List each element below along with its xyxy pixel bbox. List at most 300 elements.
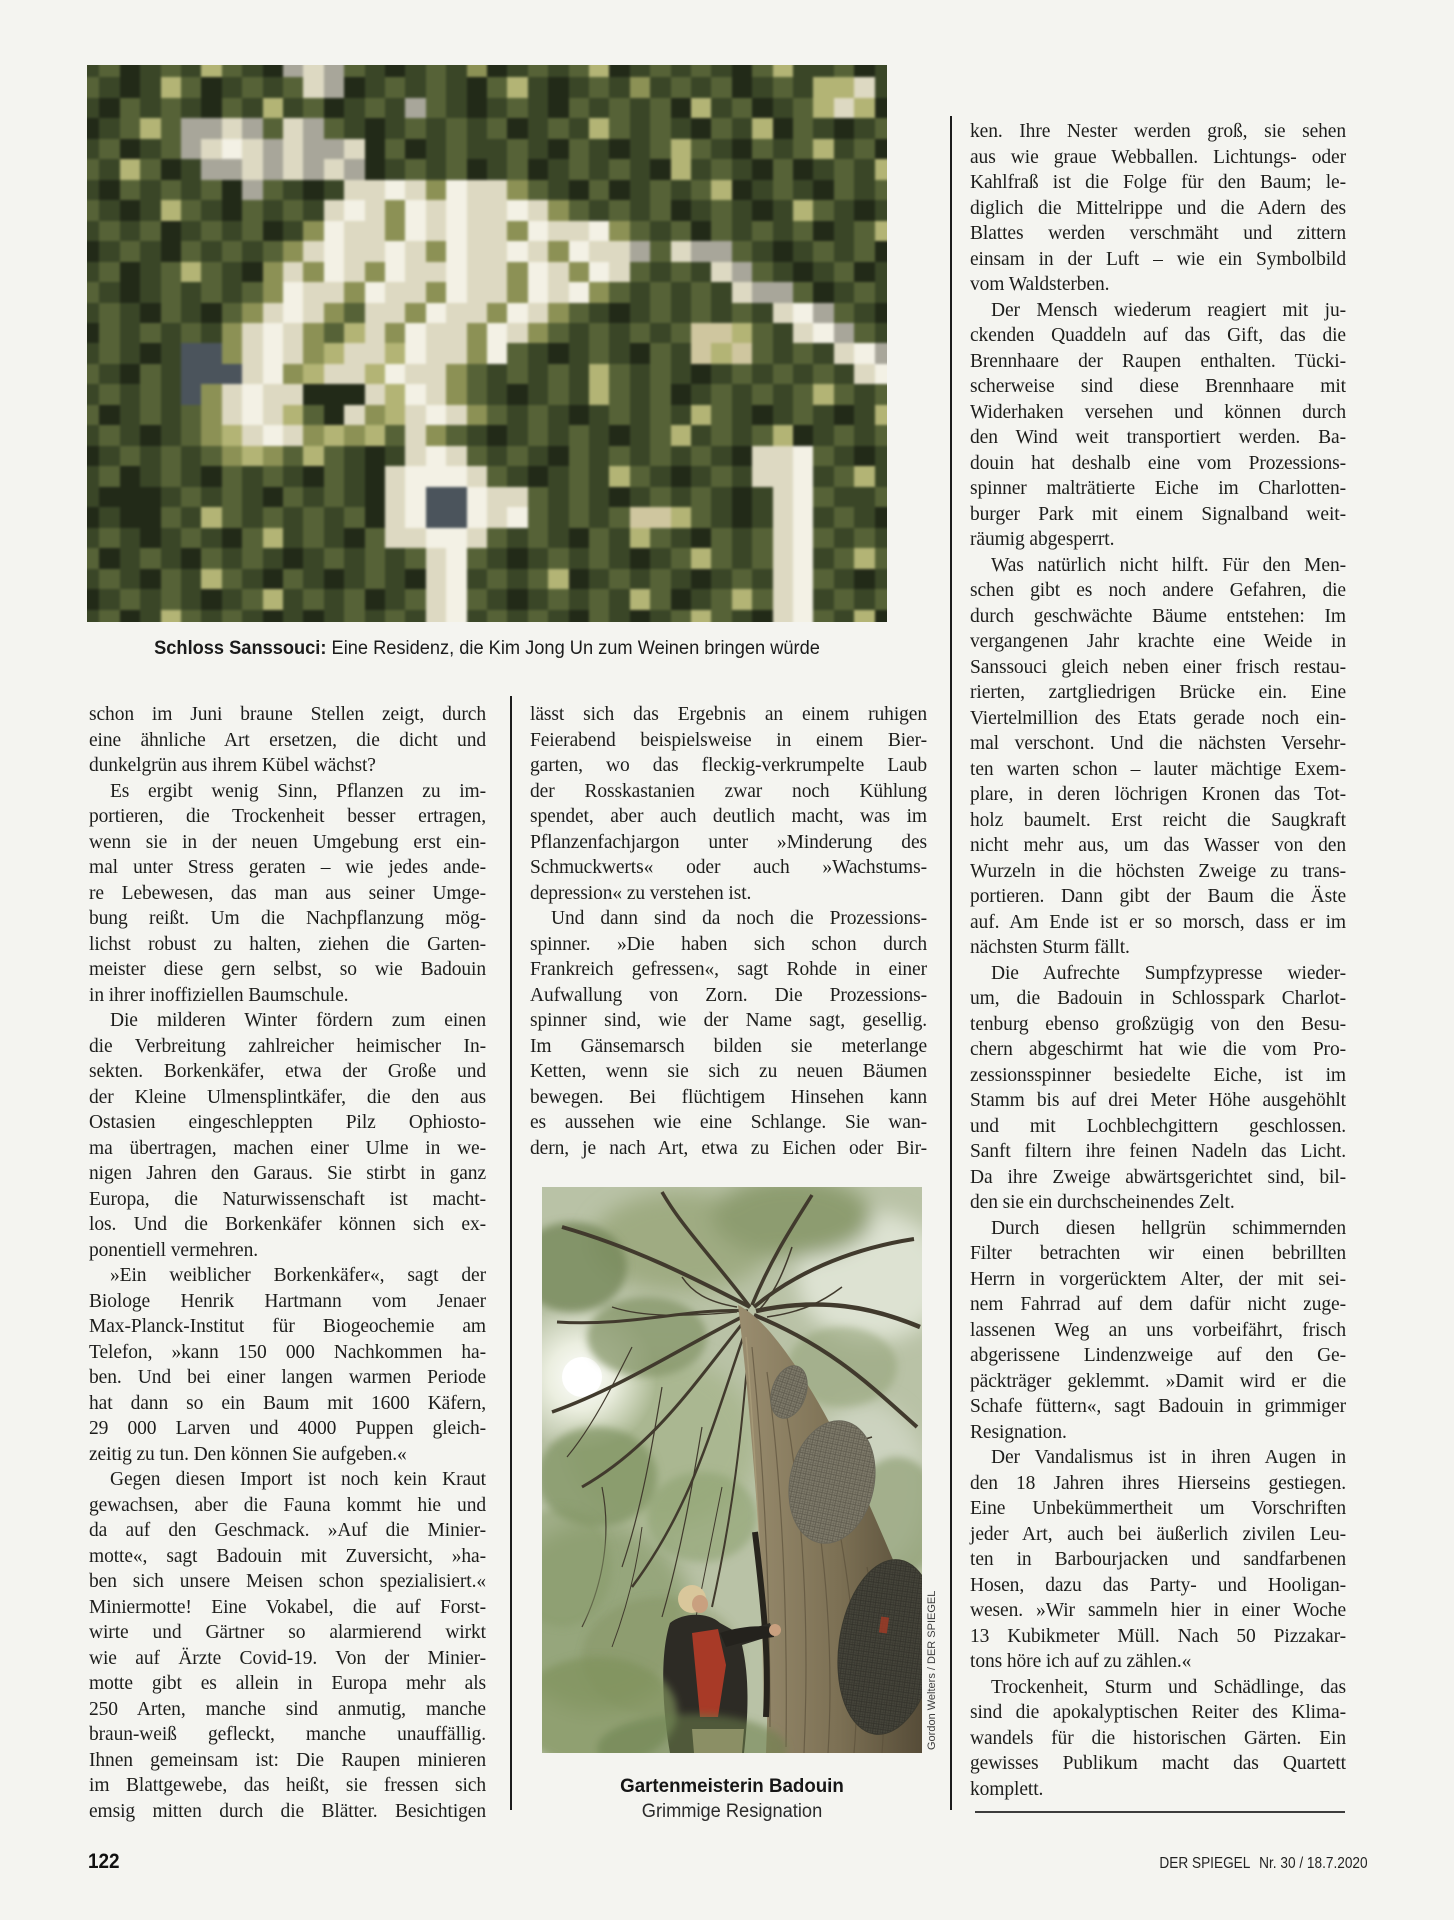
text-line: portieren, die Trockenheit besser ertragen,: [89, 806, 486, 827]
mosaic-cell: [711, 405, 731, 425]
mosaic-cell: [650, 221, 670, 241]
text-line: Und dann sind da noch die Prozessions-: [551, 908, 927, 929]
mosaic-cell: [426, 384, 446, 404]
mosaic-cell: [324, 589, 344, 609]
mosaic-cell: [854, 364, 874, 384]
mosaic-cell: [181, 384, 201, 404]
mosaic-cell: [711, 487, 731, 507]
mosaic-cell: [793, 139, 813, 159]
mosaic-cell: [426, 118, 446, 138]
mosaic-cell: [303, 65, 323, 77]
mosaic-cell: [446, 77, 466, 97]
mosaic-cell: [161, 221, 181, 241]
mosaic-cell: [793, 159, 813, 179]
mosaic-cell: [99, 405, 119, 425]
mosaic-cell: [773, 159, 793, 179]
mosaic-cell: [467, 364, 487, 384]
mosaic-cell: [854, 569, 874, 589]
mosaic-cell: [324, 384, 344, 404]
mosaic-cell: [140, 548, 160, 568]
mosaic-cell: [365, 200, 385, 220]
mosaic-cell: [752, 200, 772, 220]
mosaic-cell: [344, 487, 364, 507]
mosaic-cell: [426, 610, 446, 622]
text-line: Filter betrachten wir einen bebrillten: [970, 1243, 1346, 1264]
mosaic-cell: [181, 262, 201, 282]
mosaic-cell: [405, 139, 425, 159]
mosaic-cell: [303, 241, 323, 261]
mosaic-cell: [854, 200, 874, 220]
footer-magazine-name: DER SPIEGEL: [1159, 1855, 1251, 1872]
mosaic-cell: [875, 65, 887, 77]
mosaic-cell: [303, 221, 323, 241]
mosaic-cell: [385, 569, 405, 589]
mosaic-cell: [630, 77, 650, 97]
mosaic-cell: [303, 180, 323, 200]
mosaic-cell: [752, 548, 772, 568]
mosaic-cell: [671, 528, 691, 548]
mosaic-cell: [589, 159, 609, 179]
mosaic-cell: [528, 221, 548, 241]
mosaic-cell: [691, 507, 711, 527]
mosaic-cell: [773, 303, 793, 323]
mosaic-cell: [609, 241, 629, 261]
mosaic-cell: [467, 487, 487, 507]
text-line: burger Park mit einem Signalband weit-: [970, 503, 1346, 525]
text-line: Viertelmillion des Etats gerade noch ein-: [970, 707, 1346, 729]
text-line: Frankreich gefressen«, sagt Rohde in einer: [530, 959, 927, 980]
mosaic-cell: [630, 384, 650, 404]
mosaic-cell: [426, 507, 446, 527]
mosaic-cell: [691, 610, 711, 622]
mosaic-cell: [344, 384, 364, 404]
text-line: die Verbreitung zahlreicher heimischer In-: [89, 1035, 486, 1057]
mosaic-cell: [813, 241, 833, 261]
mosaic-cell: [875, 507, 887, 527]
mosaic-cell: [813, 200, 833, 220]
mosaic-cell: [507, 569, 527, 589]
mosaic-cell: [630, 569, 650, 589]
mosaic-cell: [283, 180, 303, 200]
mosaic-cell: [854, 98, 874, 118]
mosaic-cell: [365, 118, 385, 138]
mosaic-cell: [385, 425, 405, 445]
mosaic-cell: [385, 77, 405, 97]
text-line: ken. Ihre Nester werden groß, sie sehen: [970, 121, 1346, 142]
text-line: emsig mitten durch die Blätter. Besichtigen: [89, 1800, 486, 1822]
mosaic-cell: [630, 425, 650, 445]
mosaic-cell: [487, 487, 507, 507]
text-line: Schmuckwerts« oder auch »Wachstums-: [530, 857, 927, 878]
mosaic-cell: [691, 528, 711, 548]
mosaic-cell: [732, 384, 752, 404]
mosaic-cell: [609, 77, 629, 97]
mosaic-cell: [283, 466, 303, 486]
mosaic-cell: [752, 487, 772, 507]
text-line: Der Vandalismus ist in ihren Augen in: [991, 1447, 1346, 1468]
mosaic-cell: [201, 589, 221, 609]
mosaic-cell: [303, 159, 323, 179]
mosaic-cell: [711, 159, 731, 179]
mosaic-cell: [263, 425, 283, 445]
mosaic-cell: [426, 425, 446, 445]
mosaic-cell: [140, 528, 160, 548]
mosaic-cell: [528, 118, 548, 138]
mosaic-cell: [365, 487, 385, 507]
text-line: depression« zu verstehen ist.: [530, 882, 752, 904]
mosaic-cell: [793, 610, 813, 622]
mosaic-cell: [691, 548, 711, 568]
mosaic-cell: [487, 200, 507, 220]
mosaic-cell: [752, 466, 772, 486]
mosaic-cell: [671, 323, 691, 343]
mosaic-cell: [242, 466, 262, 486]
mosaic-cell: [813, 364, 833, 384]
text-line: der Kleine Ulmensplintkäfer, die den aus: [89, 1086, 486, 1108]
mosaic-cell: [140, 569, 160, 589]
mosaic-cell: [548, 118, 568, 138]
mosaic-cell: [834, 466, 854, 486]
text-line: Gegen diesen Import ist noch kein Kraut: [110, 1469, 486, 1490]
mosaic-cell: [711, 384, 731, 404]
mosaic-cell: [283, 384, 303, 404]
mosaic-cell: [548, 548, 568, 568]
mosaic-cell: [569, 425, 589, 445]
mosaic-cell: [732, 569, 752, 589]
mosaic-cell: [834, 343, 854, 363]
mosaic-cell: [161, 241, 181, 261]
mosaic-cell: [650, 528, 670, 548]
mosaic-cell: [589, 323, 609, 343]
mosaic-cell: [201, 487, 221, 507]
mosaic-cell: [303, 589, 323, 609]
mosaic-cell: [365, 98, 385, 118]
mosaic-cell: [875, 364, 887, 384]
mosaic-cell: [467, 507, 487, 527]
mosaic-cell: [793, 65, 813, 77]
mosaic-cell: [99, 65, 119, 77]
mosaic-cell: [87, 77, 99, 97]
mosaic-cell: [609, 384, 629, 404]
mosaic-cell: [875, 282, 887, 302]
mosaic-cell: [813, 343, 833, 363]
mosaic-cell: [344, 262, 364, 282]
mosaic-cell: [120, 98, 140, 118]
mosaic-cell: [242, 77, 262, 97]
mosaic-cell: [263, 221, 283, 241]
mosaic-cell: [303, 323, 323, 343]
mosaic-cell: [487, 241, 507, 261]
mosaic-cell: [426, 466, 446, 486]
mosaic-cell: [161, 159, 181, 179]
mosaic-cell: [201, 446, 221, 466]
mosaic-cell: [650, 262, 670, 282]
mosaic-cell: [426, 528, 446, 548]
mosaic-cell: [487, 384, 507, 404]
text-line: motte«, sagt Badouin mit Zuversicht, »ha-: [89, 1545, 486, 1567]
mosaic-cell: [283, 77, 303, 97]
mosaic-cell: [467, 589, 487, 609]
mosaic-cell: [528, 384, 548, 404]
mosaic-cell: [732, 528, 752, 548]
mosaic-cell: [405, 98, 425, 118]
text-line: ten in Barbourjacken und sandfarbenen: [970, 1549, 1346, 1570]
mosaic-cell: [487, 425, 507, 445]
mosaic-cell: [426, 589, 446, 609]
mosaic-cell: [283, 303, 303, 323]
mosaic-cell: [405, 200, 425, 220]
mosaic-cell: [405, 241, 425, 261]
mosaic-cell: [711, 262, 731, 282]
mosaic-cell: [630, 118, 650, 138]
mosaic-cell: [487, 589, 507, 609]
mosaic-cell: [711, 77, 731, 97]
mosaic-cell: [528, 528, 548, 548]
mosaic-cell: [507, 262, 527, 282]
mosaic-cell: [691, 466, 711, 486]
text-line: spinner. »Die haben sich schon durch: [530, 933, 927, 955]
mosaic-cell: [426, 180, 446, 200]
mosaic-cell: [140, 282, 160, 302]
mosaic-cell: [834, 241, 854, 261]
mosaic-cell: [752, 446, 772, 466]
mosaic-cell: [87, 159, 99, 179]
mosaic-cell: [181, 77, 201, 97]
mosaic-cell: [87, 405, 99, 425]
mosaic-cell: [120, 405, 140, 425]
mosaic-cell: [161, 282, 181, 302]
text-line: rierten, zartgliedrigen Brücke ein. Eine: [970, 682, 1346, 703]
text-line: portieren. Dann gibt der Baum die Äste: [970, 886, 1346, 907]
mosaic-cell: [752, 221, 772, 241]
mosaic-cell: [99, 118, 119, 138]
mosaic-cell: [446, 548, 466, 568]
mosaic-cell: [507, 507, 527, 527]
mosaic-cell: [630, 303, 650, 323]
mosaic-cell: [263, 364, 283, 384]
mosaic-cell: [385, 303, 405, 323]
mosaic-cell: [87, 303, 99, 323]
mosaic-cell: [569, 98, 589, 118]
mosaic-cell: [793, 200, 813, 220]
mosaic-cell: [834, 610, 854, 622]
mosaic-cell: [691, 262, 711, 282]
text-line: meister diese gern selbst, so wie Badouin: [89, 959, 486, 980]
mosaic-cell: [609, 446, 629, 466]
mosaic-cell: [752, 159, 772, 179]
mosaic-cell: [405, 466, 425, 486]
mosaic-cell: [446, 241, 466, 261]
mosaic-cell: [507, 221, 527, 241]
mosaic-cell: [344, 180, 364, 200]
mosaic-cell: [609, 159, 629, 179]
mosaic-cell: [569, 487, 589, 507]
text-line: einsam in der Luft – wie ein Symbolbild: [970, 248, 1346, 270]
mosaic-cell: [793, 241, 813, 261]
mosaic-cell: [303, 98, 323, 118]
mosaic-cell: [793, 221, 813, 241]
mosaic-cell: [263, 610, 283, 622]
mosaic-cell: [405, 425, 425, 445]
mosaic-cell: [569, 139, 589, 159]
mosaic-cell: [671, 507, 691, 527]
mosaic-cell: [793, 446, 813, 466]
mosaic-cell: [589, 548, 609, 568]
mosaic-cell: [589, 384, 609, 404]
mosaic-cell: [87, 65, 99, 77]
mosaic-cell: [671, 446, 691, 466]
mosaic-cell: [875, 200, 887, 220]
mosaic-cell: [691, 241, 711, 261]
mosaic-cell: [222, 548, 242, 568]
text-line: den 18 Jahren ihres Hierseins gestiegen.: [970, 1472, 1346, 1494]
mosaic-cell: [671, 343, 691, 363]
mosaic-cell: [609, 180, 629, 200]
mosaic-cell: [99, 282, 119, 302]
mosaic-cell: [303, 548, 323, 568]
mosaic-cell: [222, 159, 242, 179]
mosaic-cell: [303, 139, 323, 159]
mosaic-cell: [283, 221, 303, 241]
mosaic-cell: [630, 364, 650, 384]
mosaic-cell: [181, 405, 201, 425]
mosaic-cell: [609, 65, 629, 77]
mosaic-cell: [140, 303, 160, 323]
mosaic-cell: [793, 343, 813, 363]
mosaic-cell: [671, 262, 691, 282]
mosaic-cell: [609, 282, 629, 302]
mosaic-cell: [752, 405, 772, 425]
mosaic-cell: [487, 548, 507, 568]
text-line: Kahlfraß ist die Folge für den Baum; le-: [970, 172, 1346, 193]
mosaic-cell: [385, 343, 405, 363]
mosaic-cell: [120, 589, 140, 609]
mosaic-cell: [528, 610, 548, 622]
mosaic-cell: [609, 364, 629, 384]
mosaic-cell: [875, 487, 887, 507]
mosaic-cell: [263, 118, 283, 138]
mosaic-cell: [752, 528, 772, 548]
mosaic-cell: [507, 384, 527, 404]
mosaic-cell: [344, 528, 364, 548]
mosaic-cell: [242, 405, 262, 425]
mosaic-cell: [528, 180, 548, 200]
mosaic-cell: [569, 77, 589, 97]
text-line: Max-Planck-Institut für Biogeochemie am: [89, 1316, 486, 1337]
mosaic-cell: [140, 343, 160, 363]
mosaic-cell: [344, 364, 364, 384]
mosaic-cell: [222, 282, 242, 302]
mosaic-cell: [181, 528, 201, 548]
mosaic-cell: [161, 200, 181, 220]
mosaic-cell: [650, 507, 670, 527]
mosaic-cell: [854, 118, 874, 138]
mosaic-cell: [732, 65, 752, 77]
text-line: Wurzeln in die höchsten Zweige zu trans-: [970, 860, 1346, 882]
mosaic-cell: [201, 159, 221, 179]
mosaic-cell: [711, 528, 731, 548]
mosaic-cell: [324, 65, 344, 77]
mosaic-cell: [671, 282, 691, 302]
mosaic-cell: [87, 446, 99, 466]
mosaic-cell: [630, 200, 650, 220]
mosaic-cell: [140, 405, 160, 425]
mosaic-cell: [99, 569, 119, 589]
mosaic-cell: [732, 118, 752, 138]
mosaic-cell: [120, 139, 140, 159]
mosaic-cell: [222, 221, 242, 241]
mosaic-cell: [140, 610, 160, 622]
mosaic-cell: [793, 262, 813, 282]
mosaic-cell: [589, 241, 609, 261]
mosaic-cell: [324, 343, 344, 363]
mosaic-cell: [752, 180, 772, 200]
mosaic-cell: [813, 303, 833, 323]
mosaic-cell: [120, 343, 140, 363]
mosaic-cell: [324, 487, 344, 507]
mosaic-cell: [222, 425, 242, 445]
mosaic-cell: [140, 77, 160, 97]
mosaic-cell: [140, 425, 160, 445]
mosaic-cell: [875, 610, 887, 622]
text-line: da auf den Geschmack. »Auf die Minier-: [89, 1520, 486, 1541]
mosaic-cell: [405, 364, 425, 384]
mosaic-cell: [181, 364, 201, 384]
mosaic-cell: [609, 610, 629, 622]
mosaic-cell: [569, 118, 589, 138]
mosaic-cell: [487, 262, 507, 282]
mosaic-cell: [99, 384, 119, 404]
mosaic-cell: [161, 98, 181, 118]
mosaic-cell: [405, 343, 425, 363]
mosaic-cell: [405, 282, 425, 302]
mosaic-cell: [630, 528, 650, 548]
mosaic-cell: [752, 118, 772, 138]
mosaic-cell: [630, 262, 650, 282]
mosaic-cell: [691, 221, 711, 241]
mosaic-cell: [446, 569, 466, 589]
mosaic-cell: [528, 589, 548, 609]
text-line: lässt sich das Ergebnis an einem ruhigen: [530, 704, 927, 725]
mosaic-cell: [344, 221, 364, 241]
mosaic-cell: [344, 303, 364, 323]
mosaic-cell: [263, 303, 283, 323]
mosaic-cell: [650, 405, 670, 425]
text-line: Die milderen Winter fördern zum einen: [110, 1010, 486, 1031]
mosaic-cell: [87, 221, 99, 241]
mosaic-cell: [99, 139, 119, 159]
mosaic-cell: [813, 405, 833, 425]
mosaic-cell: [650, 180, 670, 200]
mosaic-cell: [303, 507, 323, 527]
mosaic-cell: [365, 303, 385, 323]
text-line: Hosen, dazu das Party- und Hooligan-: [970, 1574, 1346, 1596]
mosaic-cell: [263, 98, 283, 118]
mosaic-cell: [813, 262, 833, 282]
mosaic-cell: [385, 384, 405, 404]
mosaic-cell: [834, 487, 854, 507]
mosaic-cell: [671, 180, 691, 200]
mosaic-cell: [344, 507, 364, 527]
mosaic-cell: [467, 323, 487, 343]
mosaic-cell: [528, 282, 548, 302]
mosaic-cell: [385, 221, 405, 241]
mosaic-cell: [201, 466, 221, 486]
mosaic-cell: [405, 487, 425, 507]
mosaic-cell: [283, 610, 303, 622]
mosaic-cell: [120, 446, 140, 466]
mosaic-cell: [140, 323, 160, 343]
